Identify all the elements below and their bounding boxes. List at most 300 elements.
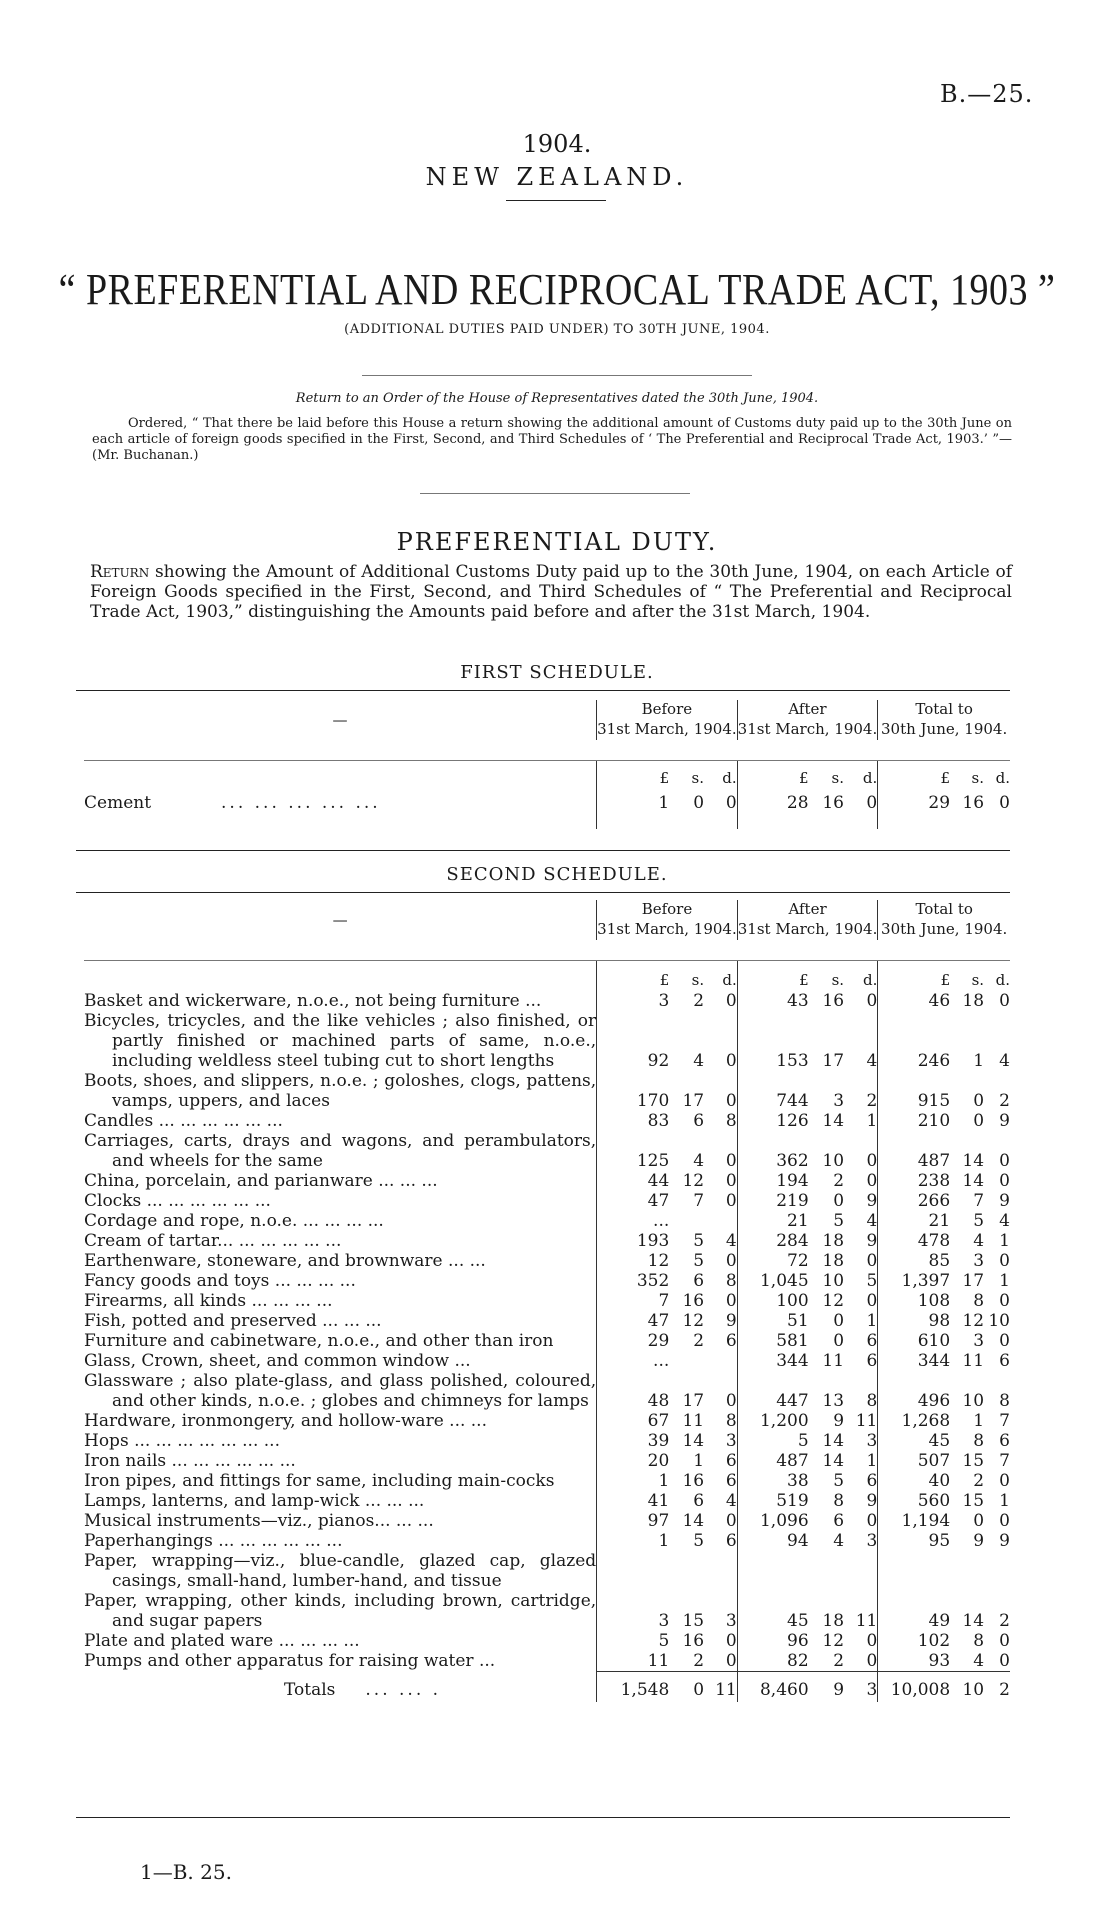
total-pounds: 1,397 bbox=[878, 1271, 950, 1291]
after-shillings: 0 bbox=[833, 1191, 845, 1211]
after-pounds: 5 bbox=[737, 1431, 808, 1451]
after-pence: 2 bbox=[866, 1091, 878, 1111]
before-pence: 0 bbox=[725, 1191, 737, 1211]
after-pence: 9 bbox=[866, 1231, 878, 1251]
header-after: After bbox=[788, 700, 827, 718]
total-pounds: 95 bbox=[878, 1531, 950, 1551]
total-shillings: 8 bbox=[973, 1431, 985, 1451]
table-bottom-rule bbox=[76, 1817, 1010, 1818]
after-pence: 11 bbox=[855, 1611, 878, 1631]
second-schedule-rows bbox=[84, 991, 1010, 1672]
after-pounds: 447 bbox=[737, 1371, 808, 1411]
after-pence: 11 bbox=[855, 1411, 878, 1431]
before-shillings: 1 bbox=[693, 1451, 705, 1471]
shilling-sign: s. bbox=[971, 769, 985, 787]
total-pounds: 487 bbox=[878, 1131, 950, 1171]
before-pence: 4 bbox=[725, 1231, 737, 1251]
table-row bbox=[84, 1451, 1010, 1471]
before-pence: 6 bbox=[725, 1531, 737, 1551]
total-pence: 9 bbox=[999, 1531, 1010, 1551]
before-shillings: 2 bbox=[693, 1651, 705, 1671]
table-row bbox=[84, 1371, 1010, 1411]
total-pounds: 98 bbox=[878, 1311, 950, 1331]
total-pounds: 478 bbox=[878, 1231, 950, 1251]
return-order-line: Return to an Order of the House of Representatives dated the 30th June, 1904. bbox=[295, 391, 819, 406]
total-shillings: 0 bbox=[973, 1111, 985, 1131]
table-row bbox=[84, 1191, 1010, 1211]
totals-before-pence: 11 bbox=[704, 1672, 737, 1702]
after-shillings: 18 bbox=[822, 1231, 845, 1251]
before-pounds: 5 bbox=[597, 1631, 670, 1651]
after-pence: 0 bbox=[866, 1631, 878, 1651]
ordered-paragraph: Ordered, “ That there be laid before this House a return showing the additional amount of Customs duty paid up to the 30th June on each article of foreign goods specified in the First, Second, and Third Schedules of ‘ The Preferential and Reciprocal Trade Act, 1903.’ ”—(Mr. Buchanan.) bbox=[92, 416, 1012, 463]
before-shillings: 5 bbox=[693, 1251, 705, 1271]
total-shillings: 1 bbox=[973, 1411, 985, 1431]
before-shillings: 2 bbox=[693, 991, 705, 1011]
totals-after-shillings: 9 bbox=[809, 1672, 844, 1702]
row-item: Hardware, ironmongery, and hollow-ware ... ... bbox=[84, 1411, 487, 1431]
total-pence: 8 bbox=[999, 1391, 1010, 1411]
return-lead: Return bbox=[90, 562, 150, 582]
pound-sign: £ bbox=[597, 961, 670, 992]
after-shillings: 13 bbox=[822, 1391, 845, 1411]
totals-before-shillings: 0 bbox=[669, 1672, 704, 1702]
before-pounds: 97 bbox=[597, 1511, 670, 1531]
after-pence: 9 bbox=[866, 1191, 878, 1211]
total-shillings: 16 bbox=[962, 793, 985, 813]
table-row bbox=[84, 1411, 1010, 1431]
total-pounds: 560 bbox=[878, 1491, 950, 1511]
before-pence bbox=[704, 1551, 737, 1591]
total-shillings: 11 bbox=[962, 1351, 985, 1371]
before-pounds: 3 bbox=[597, 991, 670, 1011]
after-pounds: 487 bbox=[737, 1451, 808, 1471]
table-row bbox=[84, 1431, 1010, 1451]
after-shillings: 6 bbox=[833, 1511, 845, 1531]
after-pence: 4 bbox=[866, 1051, 878, 1071]
table-top-rule bbox=[76, 690, 1010, 691]
total-pence: 0 bbox=[999, 793, 1010, 813]
after-pounds: 51 bbox=[737, 1311, 808, 1331]
table-row bbox=[84, 991, 1010, 1011]
row-item: China, porcelain, and parianware ... ... ... bbox=[84, 1171, 438, 1191]
after-pence: 0 bbox=[866, 1291, 878, 1311]
before-pence: 9 bbox=[725, 1311, 737, 1331]
after-pence: 1 bbox=[866, 1311, 878, 1331]
before-shillings: 6 bbox=[693, 1271, 705, 1291]
total-pence: 6 bbox=[999, 1351, 1010, 1371]
header-total-date: 30th June, 1904. bbox=[881, 720, 1008, 738]
after-shillings bbox=[809, 1551, 844, 1591]
after-pounds: 21 bbox=[737, 1211, 808, 1231]
act-subtitle: (ADDITIONAL DUTIES PAID UNDER) TO 30TH JUNE, 1904. bbox=[344, 322, 770, 337]
first-schedule-table bbox=[84, 700, 1010, 829]
total-shillings: 14 bbox=[962, 1611, 985, 1631]
row-item: Basket and wickerware, n.o.e., not being furniture ... bbox=[84, 991, 542, 1011]
before-shillings: 7 bbox=[693, 1191, 705, 1211]
after-shillings: 16 bbox=[822, 793, 844, 813]
before-pounds bbox=[597, 1551, 670, 1591]
table-row bbox=[84, 1331, 1010, 1351]
totals-after-pence: 3 bbox=[844, 1672, 878, 1702]
shilling-sign: s. bbox=[691, 971, 705, 989]
header-after: After bbox=[788, 900, 827, 918]
header-after-date: 31st March, 1904. bbox=[737, 720, 878, 738]
before-pounds: 41 bbox=[597, 1491, 670, 1511]
total-pence: 1 bbox=[999, 1491, 1010, 1511]
row-item: Lamps, lanterns, and lamp-wick ... ... ... bbox=[84, 1491, 425, 1511]
pence-sign: d. bbox=[995, 971, 1010, 989]
before-shillings bbox=[669, 1211, 704, 1231]
page-reference: B.—25. bbox=[940, 80, 1034, 108]
totals-total-shillings: 10 bbox=[950, 1672, 984, 1702]
after-pounds: 43 bbox=[737, 991, 808, 1011]
before-shillings: 12 bbox=[682, 1171, 705, 1191]
after-pounds: 1,200 bbox=[737, 1411, 808, 1431]
before-shillings: 0 bbox=[693, 793, 705, 813]
header-total: Total to bbox=[915, 900, 973, 918]
currency-row bbox=[84, 761, 1010, 790]
after-pounds bbox=[737, 1551, 808, 1591]
after-pence: 8 bbox=[866, 1391, 878, 1411]
total-pence: 0 bbox=[999, 1251, 1010, 1271]
total-pence: 4 bbox=[999, 1211, 1010, 1231]
after-shillings: 0 bbox=[833, 1331, 845, 1351]
after-pence: 3 bbox=[866, 1431, 878, 1451]
before-pounds: ... bbox=[597, 1351, 670, 1371]
after-shillings: 14 bbox=[822, 1111, 845, 1131]
row-item: Boots, shoes, and slippers, n.o.e. ; goloshes, clogs, pattens, vamps, uppers, and laces bbox=[84, 1071, 597, 1111]
total-shillings: 4 bbox=[973, 1651, 985, 1671]
totals-before-pounds: 1,548 bbox=[597, 1672, 670, 1702]
totals-row bbox=[84, 1672, 1010, 1702]
totals-total-pounds: 10,008 bbox=[878, 1672, 950, 1702]
pound-sign: £ bbox=[878, 961, 950, 992]
before-pence: 3 bbox=[725, 1611, 737, 1631]
table-row bbox=[84, 1351, 1010, 1371]
after-shillings: 14 bbox=[822, 1431, 845, 1451]
before-shillings: 17 bbox=[682, 1391, 705, 1411]
total-shillings: 8 bbox=[973, 1291, 985, 1311]
pound-sign: £ bbox=[737, 761, 808, 790]
total-pounds: 45 bbox=[878, 1431, 950, 1451]
total-pence: 1 bbox=[999, 1231, 1010, 1251]
return-description bbox=[90, 562, 1012, 622]
total-pence: 0 bbox=[999, 1631, 1010, 1651]
before-pounds: 170 bbox=[597, 1071, 670, 1111]
after-pounds: 1,045 bbox=[737, 1271, 808, 1291]
total-pounds: 238 bbox=[878, 1171, 950, 1191]
total-pounds: 507 bbox=[878, 1451, 950, 1471]
row-item: Clocks ... ... ... ... ... ... bbox=[84, 1191, 271, 1211]
table-row bbox=[84, 1271, 1010, 1291]
after-pence: 4 bbox=[866, 1211, 878, 1231]
after-pounds: 1,096 bbox=[737, 1511, 808, 1531]
totals-after-pounds: 8,460 bbox=[737, 1672, 808, 1702]
header-before-date: 31st March, 1904. bbox=[597, 720, 737, 738]
row-item: Cement bbox=[84, 793, 152, 813]
second-schedule-table bbox=[84, 900, 1010, 1702]
before-shillings: 15 bbox=[682, 1611, 705, 1631]
footer-reference: 1—B. 25. bbox=[140, 1860, 232, 1884]
before-shillings: 17 bbox=[682, 1091, 705, 1111]
after-shillings: 12 bbox=[822, 1291, 845, 1311]
divider bbox=[506, 200, 606, 201]
after-pounds: 194 bbox=[737, 1171, 808, 1191]
total-pence: 0 bbox=[999, 991, 1010, 1011]
total-pence: 0 bbox=[999, 1151, 1010, 1171]
table-row bbox=[84, 1071, 1010, 1111]
shilling-sign: s. bbox=[691, 769, 705, 787]
after-shillings: 14 bbox=[822, 1451, 845, 1471]
before-pence: 0 bbox=[725, 1391, 737, 1411]
document-year: 1904. bbox=[522, 130, 592, 158]
total-pounds: 1,268 bbox=[878, 1411, 950, 1431]
total-pounds: 108 bbox=[878, 1291, 950, 1311]
table-row bbox=[84, 1591, 1010, 1631]
total-pounds: 85 bbox=[878, 1251, 950, 1271]
before-pence: 0 bbox=[725, 1171, 737, 1191]
total-pence: 0 bbox=[999, 1331, 1010, 1351]
header-dash: — bbox=[332, 910, 348, 929]
total-shillings: 8 bbox=[973, 1631, 985, 1651]
total-pounds: 610 bbox=[878, 1331, 950, 1351]
before-pounds: 1 bbox=[597, 1471, 670, 1491]
before-pence: 0 bbox=[725, 1291, 737, 1311]
total-pence: 0 bbox=[999, 1471, 1010, 1491]
before-pounds: 83 bbox=[597, 1111, 670, 1131]
before-shillings: 16 bbox=[682, 1471, 705, 1491]
row-item: Fish, potted and preserved ... ... ... bbox=[84, 1311, 382, 1331]
after-shillings: 0 bbox=[833, 1311, 845, 1331]
before-pounds: 193 bbox=[597, 1231, 670, 1251]
after-pence: 9 bbox=[866, 1491, 878, 1511]
before-pence: 0 bbox=[725, 1511, 737, 1531]
after-pence: 1 bbox=[866, 1451, 878, 1471]
after-pence: 0 bbox=[866, 1251, 878, 1271]
before-shillings: 11 bbox=[682, 1411, 705, 1431]
before-pence: 0 bbox=[725, 1651, 737, 1671]
after-pounds: 219 bbox=[737, 1191, 808, 1211]
total-shillings: 15 bbox=[962, 1451, 985, 1471]
table-row bbox=[84, 1651, 1010, 1672]
table-row bbox=[84, 1551, 1010, 1591]
total-shillings: 9 bbox=[973, 1531, 985, 1551]
total-pence: 9 bbox=[999, 1191, 1010, 1211]
row-item: Iron pipes, and fittings for same, including main-cocks bbox=[84, 1471, 555, 1491]
before-pounds: 352 bbox=[597, 1271, 670, 1291]
total-shillings: 2 bbox=[973, 1471, 985, 1491]
after-pence: 6 bbox=[866, 1331, 878, 1351]
before-pounds: 1 bbox=[597, 789, 670, 829]
before-pounds: 20 bbox=[597, 1451, 670, 1471]
before-pounds: 67 bbox=[597, 1411, 670, 1431]
after-pence: 6 bbox=[866, 1351, 878, 1371]
total-shillings: 3 bbox=[973, 1251, 985, 1271]
before-shillings: 5 bbox=[693, 1231, 705, 1251]
totals-total-pence: 2 bbox=[984, 1672, 1010, 1702]
table-row bbox=[84, 1231, 1010, 1251]
before-pence: 0 bbox=[725, 1091, 737, 1111]
total-shillings: 17 bbox=[962, 1271, 985, 1291]
row-item: Paper, wrapping—viz., blue-candle, glazed cap, glazed casings, small-hand, lumber-hand, and tissue bbox=[84, 1551, 597, 1591]
after-shillings: 11 bbox=[822, 1351, 845, 1371]
after-shillings: 12 bbox=[822, 1631, 845, 1651]
after-pounds: 82 bbox=[737, 1651, 808, 1672]
pound-sign: £ bbox=[878, 761, 950, 790]
before-pence: 6 bbox=[725, 1331, 737, 1351]
total-pence: 0 bbox=[999, 1651, 1010, 1671]
before-pence: 0 bbox=[725, 1051, 737, 1071]
table-top-rule bbox=[76, 892, 1010, 893]
after-pence: 0 bbox=[866, 1651, 878, 1671]
before-pounds: 11 bbox=[597, 1651, 670, 1672]
total-pounds bbox=[878, 1551, 950, 1591]
row-item: Glassware ; also plate-glass, and glass polished, coloured, and other kinds, n.o.e. ; globes and chimneys for lamps bbox=[84, 1371, 597, 1411]
total-pounds: 102 bbox=[878, 1631, 950, 1651]
before-shillings: 6 bbox=[693, 1491, 705, 1511]
before-shillings: 16 bbox=[682, 1631, 705, 1651]
total-pounds: 266 bbox=[878, 1191, 950, 1211]
after-pence: 0 bbox=[866, 991, 878, 1011]
total-shillings: 14 bbox=[962, 1151, 985, 1171]
table-bottom-rule bbox=[76, 850, 1010, 851]
after-pence: 0 bbox=[866, 1511, 878, 1531]
before-pounds: 7 bbox=[597, 1291, 670, 1311]
pence-sign: d. bbox=[995, 769, 1010, 787]
before-pence: 8 bbox=[725, 1411, 737, 1431]
total-pounds: 246 bbox=[878, 1011, 950, 1071]
after-pence: 6 bbox=[866, 1471, 878, 1491]
table-row bbox=[84, 1291, 1010, 1311]
after-pounds: 45 bbox=[737, 1591, 808, 1631]
total-shillings: 4 bbox=[973, 1231, 985, 1251]
total-pence: 0 bbox=[999, 1511, 1010, 1531]
after-pence: 1 bbox=[866, 1111, 878, 1131]
total-pounds: 210 bbox=[878, 1111, 950, 1131]
table-row bbox=[84, 1251, 1010, 1271]
after-pounds: 744 bbox=[737, 1071, 808, 1111]
total-pounds: 29 bbox=[878, 789, 950, 829]
pence-sign: d. bbox=[862, 769, 878, 787]
before-shillings: 6 bbox=[693, 1111, 705, 1131]
total-pence bbox=[984, 1551, 1010, 1591]
row-item: Cordage and rope, n.o.e. ... ... ... ... bbox=[84, 1211, 384, 1231]
row-item: Paperhangings ... ... ... ... ... ... bbox=[84, 1531, 343, 1551]
after-pounds: 94 bbox=[737, 1531, 808, 1551]
total-shillings: 14 bbox=[962, 1171, 985, 1191]
after-pounds: 519 bbox=[737, 1491, 808, 1511]
pence-sign: d. bbox=[862, 971, 878, 989]
before-pence: 0 bbox=[725, 1251, 737, 1271]
table-row bbox=[84, 1471, 1010, 1491]
row-item: Bicycles, tricycles, and the like vehicles ; also finished, or partly finished or machined parts of same, n.o.e., including weldless steel tubing cut to short lengths bbox=[84, 1011, 597, 1071]
header-before: Before bbox=[641, 700, 693, 718]
after-pounds: 96 bbox=[737, 1631, 808, 1651]
after-pounds: 38 bbox=[737, 1471, 808, 1491]
total-shillings: 3 bbox=[973, 1331, 985, 1351]
row-item: Paper, wrapping, other kinds, including brown, cartridge, and sugar papers bbox=[84, 1591, 597, 1631]
after-pounds: 100 bbox=[737, 1291, 808, 1311]
before-pounds: ... bbox=[597, 1211, 670, 1231]
row-item: Earthenware, stoneware, and brownware ... ... bbox=[84, 1251, 486, 1271]
after-shillings: 4 bbox=[833, 1531, 845, 1551]
total-shillings bbox=[950, 1551, 984, 1591]
total-shillings: 0 bbox=[973, 1511, 985, 1531]
before-shillings: 4 bbox=[693, 1051, 705, 1071]
pound-sign: £ bbox=[597, 761, 670, 790]
after-shillings: 18 bbox=[822, 1251, 845, 1271]
header-total: Total to bbox=[915, 700, 973, 718]
total-pounds: 21 bbox=[878, 1211, 950, 1231]
after-shillings: 5 bbox=[833, 1211, 845, 1231]
total-pence: 0 bbox=[999, 1291, 1010, 1311]
total-pence: 1 bbox=[999, 1271, 1010, 1291]
total-shillings: 15 bbox=[962, 1491, 985, 1511]
total-pence: 10 bbox=[988, 1311, 1010, 1331]
before-pounds: 125 bbox=[597, 1131, 670, 1171]
total-pounds: 40 bbox=[878, 1471, 950, 1491]
table-row bbox=[84, 1491, 1010, 1511]
after-pence: 5 bbox=[866, 1271, 878, 1291]
after-pounds: 72 bbox=[737, 1251, 808, 1271]
total-pence: 7 bbox=[999, 1411, 1010, 1431]
pence-sign: d. bbox=[722, 971, 737, 989]
before-pounds: 39 bbox=[597, 1431, 670, 1451]
before-pounds: 1 bbox=[597, 1531, 670, 1551]
after-pounds: 284 bbox=[737, 1231, 808, 1251]
before-pounds: 29 bbox=[597, 1331, 670, 1351]
table-row bbox=[84, 789, 1010, 829]
after-shillings: 5 bbox=[833, 1471, 845, 1491]
return-text: showing the Amount of Additional Customs Duty paid up to the 30th June, 1904, on each Article of Foreign Goods specified in the First, Second, and Third Schedules of “ The Preferential and Reciprocal Trade Act, 1903,” distinguishing the Amounts paid before and after the 31st March, 1904. bbox=[90, 562, 1013, 622]
totals-leader: ... ... . bbox=[365, 1679, 442, 1700]
before-shillings: 12 bbox=[682, 1311, 705, 1331]
row-item: Carriages, carts, drays and wagons, and perambulators, and wheels for the same bbox=[84, 1131, 597, 1171]
shilling-sign: s. bbox=[971, 971, 985, 989]
before-pounds: 48 bbox=[597, 1371, 670, 1411]
country-heading: NEW ZEALAND. bbox=[425, 163, 689, 191]
before-pence: 3 bbox=[725, 1431, 737, 1451]
total-shillings: 0 bbox=[973, 1091, 985, 1111]
total-pence: 2 bbox=[999, 1611, 1010, 1631]
after-pounds: 581 bbox=[737, 1331, 808, 1351]
before-shillings: 14 bbox=[682, 1511, 705, 1531]
row-item: Musical instruments—viz., pianos... ... ... bbox=[84, 1511, 434, 1531]
after-pounds: 28 bbox=[737, 789, 808, 829]
row-item: Candles ... ... ... ... ... ... bbox=[84, 1111, 283, 1131]
table-row bbox=[84, 1111, 1010, 1131]
total-pounds: 93 bbox=[878, 1651, 950, 1672]
before-pounds: 12 bbox=[597, 1251, 670, 1271]
before-pounds: 3 bbox=[597, 1591, 670, 1631]
total-shillings: 1 bbox=[973, 1051, 985, 1071]
row-item: Hops ... ... ... ... ... ... ... bbox=[84, 1431, 280, 1451]
after-shillings: 8 bbox=[833, 1491, 845, 1511]
section-title: PREFERENTIAL DUTY. bbox=[396, 528, 718, 556]
before-pence: 0 bbox=[725, 793, 737, 813]
table-row bbox=[84, 1511, 1010, 1531]
header-before: Before bbox=[641, 900, 693, 918]
before-shillings: 2 bbox=[693, 1331, 705, 1351]
table-row bbox=[84, 1011, 1010, 1071]
after-shillings: 2 bbox=[833, 1651, 845, 1671]
total-shillings: 12 bbox=[962, 1311, 985, 1331]
after-shillings: 2 bbox=[833, 1171, 845, 1191]
pound-sign: £ bbox=[737, 961, 808, 992]
after-pounds: 344 bbox=[737, 1351, 808, 1371]
total-pence: 9 bbox=[999, 1111, 1010, 1131]
